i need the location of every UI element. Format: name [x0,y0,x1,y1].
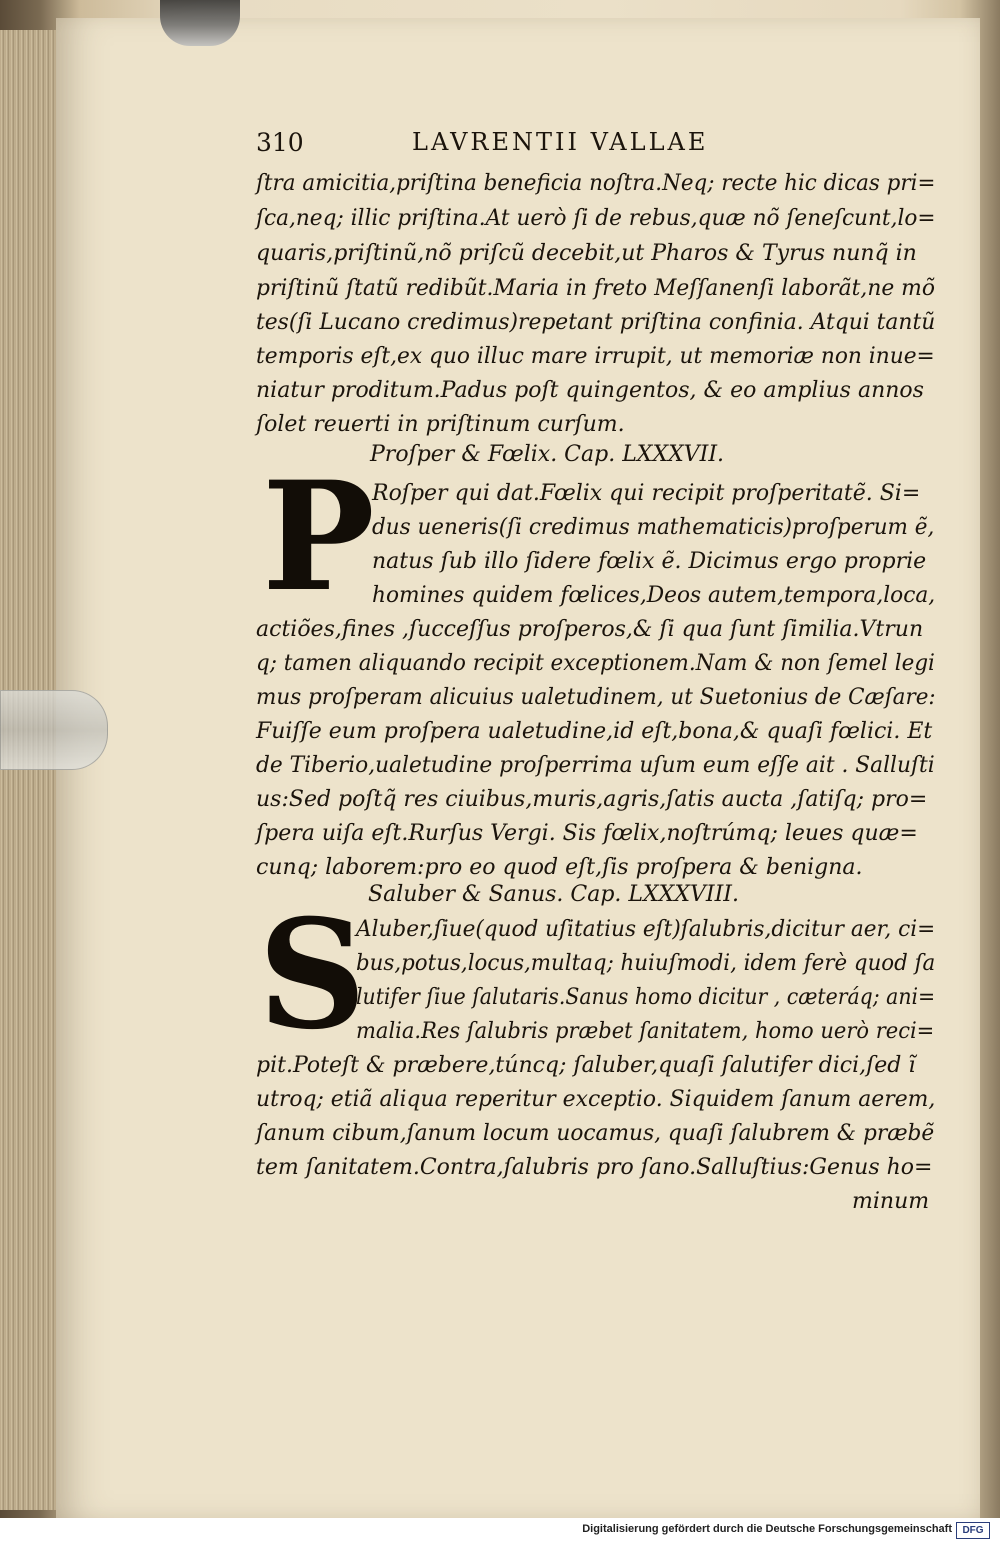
catchword: minum [852,1189,930,1214]
page-clip-side [0,690,108,770]
running-head: LAVRENTII VALLAE [412,128,709,156]
digitization-credit: Digitalisierung gefördert durch die Deutsche Forschungsgemeinschaft [582,1523,952,1535]
page-edges [0,30,63,1510]
text-line: de Tiberio,ualetudine proſperrima uſum eum eſſe ait . Salluſti [256,753,935,778]
text-line: mus proſperam alicuius ualetudinem, ut Suetonius de Cæſare: [256,685,936,710]
text-line: q; tamen aliquando recipit exceptionem.Nam & non ſemel legi [256,651,935,676]
text-line: quaris,priſtinũ,nõ priſcũ decebit,ut Pharos & Tyrus nunq̃ in [256,241,917,266]
text-line: ſanum cibum,ſanum locum uocamus, quaſi ſalubrem & præbẽ [256,1121,935,1146]
chapter-heading: Saluber & Sanus. Cap. LXXXVIII. [368,882,739,907]
decorated-initial: S [258,887,367,1063]
text-line: us:Sed poſtq̃ res ciuibus,muris,agris,ſatis aucta ,ſatiſq; pro= [256,787,928,812]
text-line: bus,potus,locus,multaq; huiuſmodi, idem ferè quod ſa [356,951,936,976]
text-line: natus ſub illo ſidere fœlix ẽ. Dicimus ergo proprie [372,549,927,574]
decorated-initial: P [262,449,375,625]
dfg-logo: DFG [956,1522,990,1539]
text-line: utroq; etiã aliqua reperitur exceptio. Siquidem ſanum aerem, [256,1087,936,1112]
page-number: 310 [256,128,304,157]
text-line: ſtra amicitia,priſtina beneficia noſtra.Neq; recte hic dicas pri= [256,171,936,196]
text-line: cunq; laborem:pro eo quod eſt,ſis proſpera & benigna. [256,855,863,880]
text-line: tes(ſi Lucano credimus)repetant priſtina confinia. Atqui tantũ [256,310,936,335]
page-clip-top [160,0,240,46]
text-line: pit.Poteſt & præbere,túncq; ſaluber,quaſi ſalutifer dici,ſed ĩ [256,1053,916,1078]
text-line: ſca,neq; illic priſtina.At uerò ſi de rebus,quæ nõ ſeneſcunt,lo= [256,206,936,231]
text-line: homines quidem fœlices,Deos autem,tempora,loca, [372,583,936,608]
text-line: Fuiſſe eum proſpera ualetudine,id eſt,bona,& quaſi fœlici. Et [256,719,933,744]
text-line: lutifer ſiue ſalutaris.Sanus homo dicitur , cæteráq; ani= [356,985,936,1010]
text-line: temporis eſt,ex quo illuc mare irrupit, ut memoriæ non inue= [256,344,935,369]
chapter-heading: Proſper & Fœlix. Cap. LXXXVII. [370,442,725,467]
text-line: dus ueneris(ſi credimus mathematicis)proſperum ẽ, [372,515,935,540]
text-line: malia.Res ſalubris præbet ſanitatem, homo uerò reci= [356,1019,935,1044]
text-line: actiões,fines ,ſucceſſus proſperos,& ſi qua ſunt ſimilia.Vtrun [256,617,924,642]
page-header [256,128,876,164]
text-line: niatur proditum.Padus poſt quingentos, & eo amplius annos [256,378,924,403]
text-line: ſpera uiſa eſt.Rurſus Vergi. Sis fœlix,noſtrúmq; leues quæ= [256,821,918,846]
text-line: Aluber,ſiue(quod uſitatius eſt)ſalubris,dicitur aer, ci= [356,917,936,942]
text-line: ſolet reuerti in priſtinum curſum. [256,412,625,437]
text-line: Roſper qui dat.Fœlix qui recipit proſperitatẽ. Si= [372,481,921,506]
text-line: priſtinũ ſtatũ redibũt.Maria in freto Meſſanenſi laborãt,ne mõ [256,276,935,301]
text-line: tem ſanitatem.Contra,ſalubris pro ſano.Salluſtius:Genus ho= [256,1155,933,1180]
